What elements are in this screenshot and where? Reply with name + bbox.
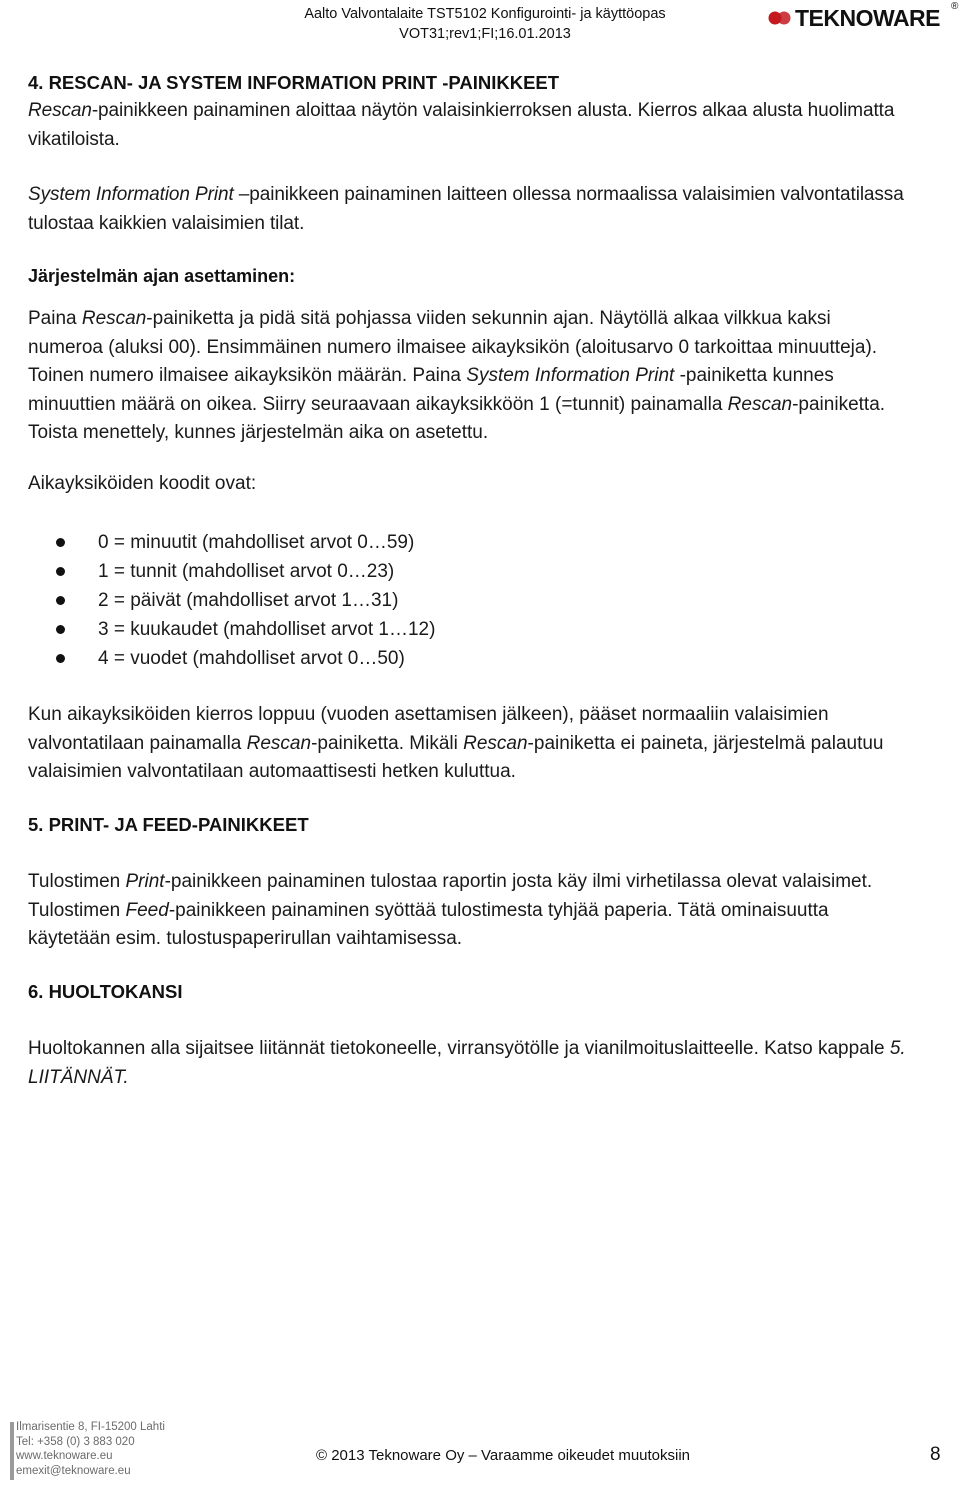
list-item: 2 = päivät (mahdolliset arvot 1…31) xyxy=(56,586,656,615)
bullet-icon xyxy=(56,596,65,605)
section-5-heading: 5. PRINT- JA FEED-PAINIKKEET xyxy=(28,814,309,835)
section-4-paragraph-1: Rescan-painikkeen painaminen aloittaa näytön valaisinkierroksen alusta. Kierros alkaa alusta huolimatta vikatiloista. xyxy=(28,100,895,150)
footer-phone: Tel: +358 (0) 3 883 020 xyxy=(16,1435,135,1448)
bullet-icon xyxy=(56,538,65,547)
list-item: 1 = tunnit (mahdolliset arvot 0…23) xyxy=(56,557,656,586)
list-item: 4 = vuodet (mahdolliset arvot 0…50) xyxy=(56,644,656,673)
section-6-heading: 6. HUOLTOKANSI xyxy=(28,981,183,1002)
logo-mark-icon xyxy=(768,8,794,28)
footer-copyright: © 2013 Teknoware Oy – Varaamme oikeudet muutoksiin xyxy=(316,1447,691,1464)
teknoware-logo xyxy=(768,1,959,31)
bullet-icon xyxy=(56,654,65,663)
logo-wordmark: TEKNOWARE xyxy=(795,5,940,31)
term-rescan: Rescan xyxy=(28,100,92,121)
registered-mark: ® xyxy=(951,1,959,12)
section-4-paragraph-2: System Information Print –painikkeen painaminen laitteen ollessa normaalissa valaisimien valvontatilassa tulostaa kaikkien valaisimien tilat. xyxy=(28,184,904,234)
term-system-information-print: System Information Print xyxy=(28,184,234,205)
footer-email[interactable]: emexit@teknoware.eu xyxy=(16,1465,131,1478)
footer-contact xyxy=(16,1420,216,1479)
footer-address: Ilmarisentie 8, FI-15200 Lahti xyxy=(16,1421,165,1433)
list-item: 0 = minuutit (mahdolliset arvot 0…59) xyxy=(56,528,656,557)
footer-divider xyxy=(10,1422,14,1480)
page-number: 8 xyxy=(930,1444,941,1465)
section-5-paragraph: Tulostimen Print-painikkeen painaminen tulostaa raportin josta käy ilmi virhetilassa olevat valaisimet. Tulostimen Feed-painikkeen painaminen syöttää tulostimesta tyhjää paperia. Tätä ominaisuutta käytetään esim. tulostuspaperirullan vaihtamisessa. xyxy=(28,871,873,949)
bullet-icon xyxy=(56,625,65,634)
list-item: 3 = kuukaudet (mahdolliset arvot 1…12) xyxy=(56,615,656,644)
section-6-paragraph: Huoltokannen alla sijaitsee liitännät tietokoneelle, virransyötölle ja vianilmoituslaitteelle. Katso kappale 5. LIITÄNNÄT. xyxy=(28,1038,906,1088)
subheading-system-time: Järjestelmän ajan asettaminen: xyxy=(28,266,296,286)
time-unit-codes-list xyxy=(56,528,656,673)
footer-website[interactable]: www.teknoware.eu xyxy=(16,1450,113,1463)
header-doc-code: VOT31;rev1;FI;16.01.2013 xyxy=(399,26,571,42)
section-4-closing-paragraph: Kun aikayksiköiden kierros loppuu (vuoden asettamisen jälkeen), pääset normaaliin valaisimien valvontatilaan painamalla Rescan-painiketta. Mikäli Rescan-painiketta ei paineta, järjestelmä palautuu valaisimien valvontatilaan automaattisesti hetken kuluttua. xyxy=(28,704,884,782)
system-time-instructions: Paina Rescan-painiketta ja pidä sitä pohjassa viiden sekunnin ajan. Näytöllä alkaa vilkkua kaksi numeroa (aluksi 00). Ensimmäinen numero ilmaisee aikayksikön (aloitusarvo 0 tarkoittaa minuutteja). Toinen numero ilmaisee aikayksikön määrän. Paina System Information Print -painiketta kunnes minuuttien määrä on oikea. Siirry seuraavaan aikayksikköön 1 (=tunnit) painamalla Rescan-painiketta. Toista menettely, kunnes järjestelmän aika on asetettu. xyxy=(28,308,886,443)
header-title: Aalto Valvontalaite TST5102 Konfigurointi- ja käyttöopas xyxy=(304,6,666,22)
section-4-heading: 4. RESCAN- JA SYSTEM INFORMATION PRINT -PAINIKKEET xyxy=(28,72,560,93)
bullet-icon xyxy=(56,567,65,576)
codes-intro: Aikayksiköiden koodit ovat: xyxy=(28,473,257,494)
